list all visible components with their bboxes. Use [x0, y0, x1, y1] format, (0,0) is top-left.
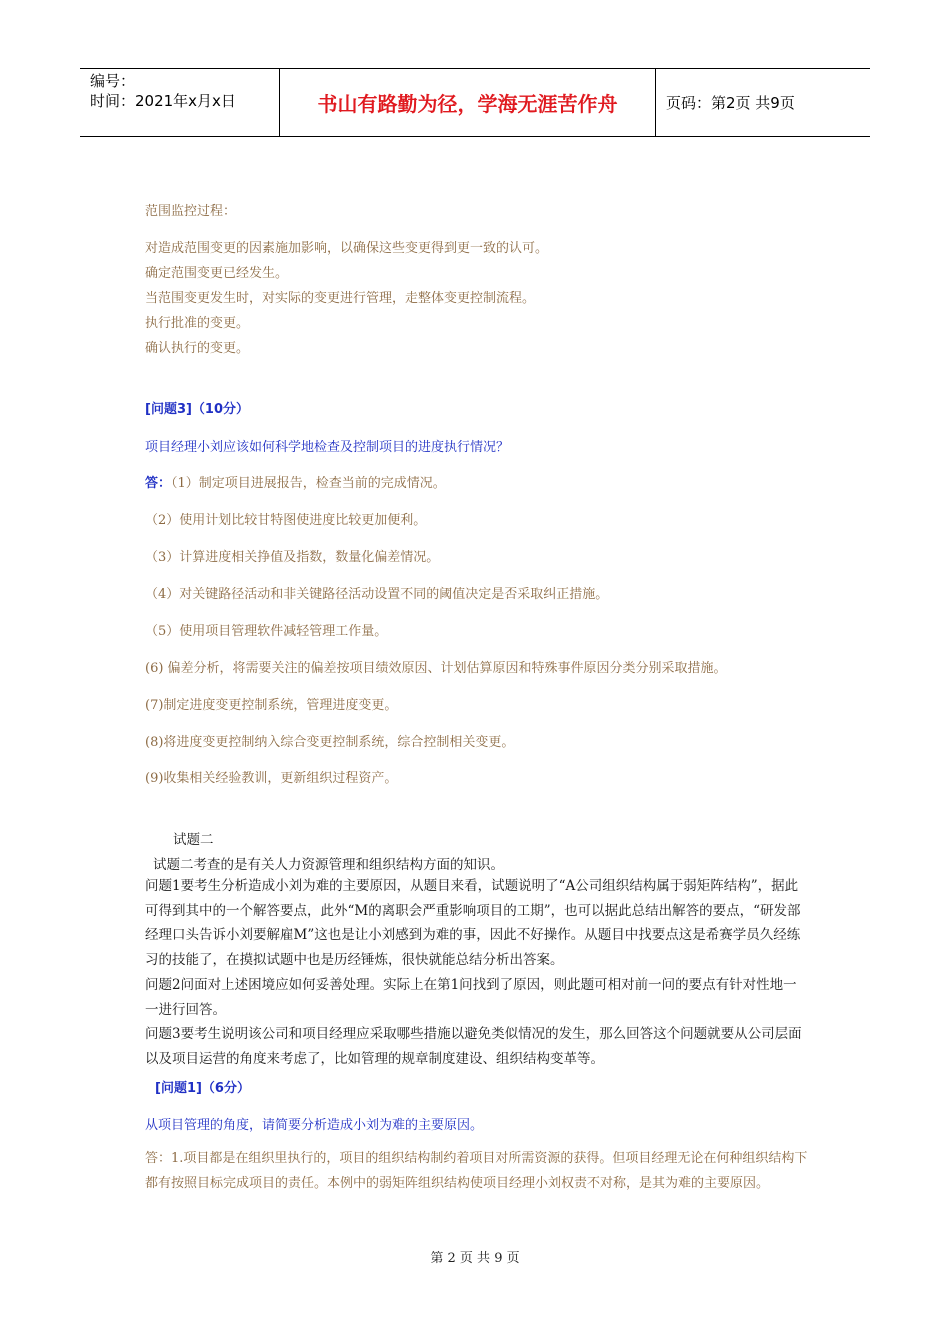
section-title: 范围监控过程：	[145, 204, 237, 219]
exam-paragraph: 试题二考查的是有关人力资源管理和组织结构方面的知识。	[153, 857, 504, 873]
number-label: 编号：	[90, 72, 136, 90]
question-text: 项目经理小刘应该如何科学地检查及控制项目的进度执行情况？	[145, 440, 510, 455]
answer-text: （1）制定项目进展报告，检查当前的完成情况。	[171, 476, 446, 491]
header-meta	[80, 69, 280, 136]
page-header	[80, 68, 870, 137]
header-page-label: 页码：第2页 共9页	[666, 94, 795, 112]
list-item: (9)收集相关经验教训，更新组织过程资产。	[145, 771, 398, 786]
time-label: 时间：2021年x月x日	[90, 92, 236, 110]
answer-line	[145, 472, 446, 491]
list-item: （2）使用计划比较甘特图使进度比较更加便利。	[145, 513, 427, 528]
list-item: （3）计算进度相关挣值及指数，数量化偏差情况。	[145, 550, 440, 565]
list-item: 确认执行的变更。	[145, 341, 250, 356]
question-heading: [问题1]（6分）	[155, 1081, 250, 1096]
page-footer: 第 2 页 共 9 页	[430, 1251, 520, 1266]
exam-paragraph: 问题3要考生说明该公司和项目经理应采取哪些措施以避免类似情况的发生，那么回答这个问题就要从公司层面以及项目运营的角度来考虑了，比如管理的规章制度建设、组织结构变革等。	[145, 1026, 802, 1067]
list-item: 对造成范围变更的因素施加影响，以确保这些变更得到更一致的认可。	[145, 241, 549, 256]
exam-paragraph: 问题2问面对上述困境应如何妥善处理。实际上在第1问找到了原因，则此题可相对前一问的要点有针对性地一一进行回答。	[145, 977, 797, 1018]
answer-label: 答：	[145, 476, 172, 491]
question-text: 从项目管理的角度，请简要分析造成小刘为难的主要原因。	[145, 1118, 484, 1133]
exam-paragraph: 问题1要考生分析造成小刘为难的主要原因，从题目来看，试题说明了“A公司组织结构属于弱矩阵结构”，据此可得到其中的一个解答要点，此外“M的离职会严重影响项目的工期”，也可以据此总结出解答的要点，“研发部经理口头告诉小刘要解雇M”这也是让小刘感到为难的事，因此不好操作。从题目中找要点这是希赛学员久经练习的技能了，在摸拟试题中也是历经锤炼，很快就能总结分析出答案。	[145, 878, 801, 968]
list-item: (6) 偏差分析，将需要关注的偏差按项目绩效原因、计划估算原因和特殊事件原因分类分别采取措施。	[145, 661, 727, 676]
list-item: 当范围变更发生时，对实际的变更进行管理，走整体变更控制流程。	[145, 291, 536, 306]
question-heading: [问题3]（10分）	[145, 402, 250, 417]
exam-title: 试题二	[173, 832, 214, 848]
list-item: 执行批准的变更。	[145, 316, 250, 331]
list-item: (8)将进度变更控制纳入综合变更控制系统，综合控制相关变更。	[145, 735, 515, 750]
list-item: （4）对关键路径活动和非关键路径活动设置不同的阈值决定是否采取纠正措施。	[145, 587, 609, 602]
list-item: 确定范围变更已经发生。	[145, 266, 289, 281]
header-motto: 书山有路勤为径，学海无涯苦作舟	[280, 69, 656, 136]
list-item: （5）使用项目管理软件减轻管理工作量。	[145, 624, 388, 639]
answer-text: 答：1.项目都是在组织里执行的，项目的组织结构制约着项目对所需资源的获得。但项目经理无论在何种组织结构下都有按照目标完成项目的责任。本例中的弱矩阵组织结构使项目经理小刘权责不对称，是其为难的主要原因。	[145, 1151, 808, 1191]
list-item: (7)制定进度变更控制系统，管理进度变更。	[145, 698, 398, 713]
